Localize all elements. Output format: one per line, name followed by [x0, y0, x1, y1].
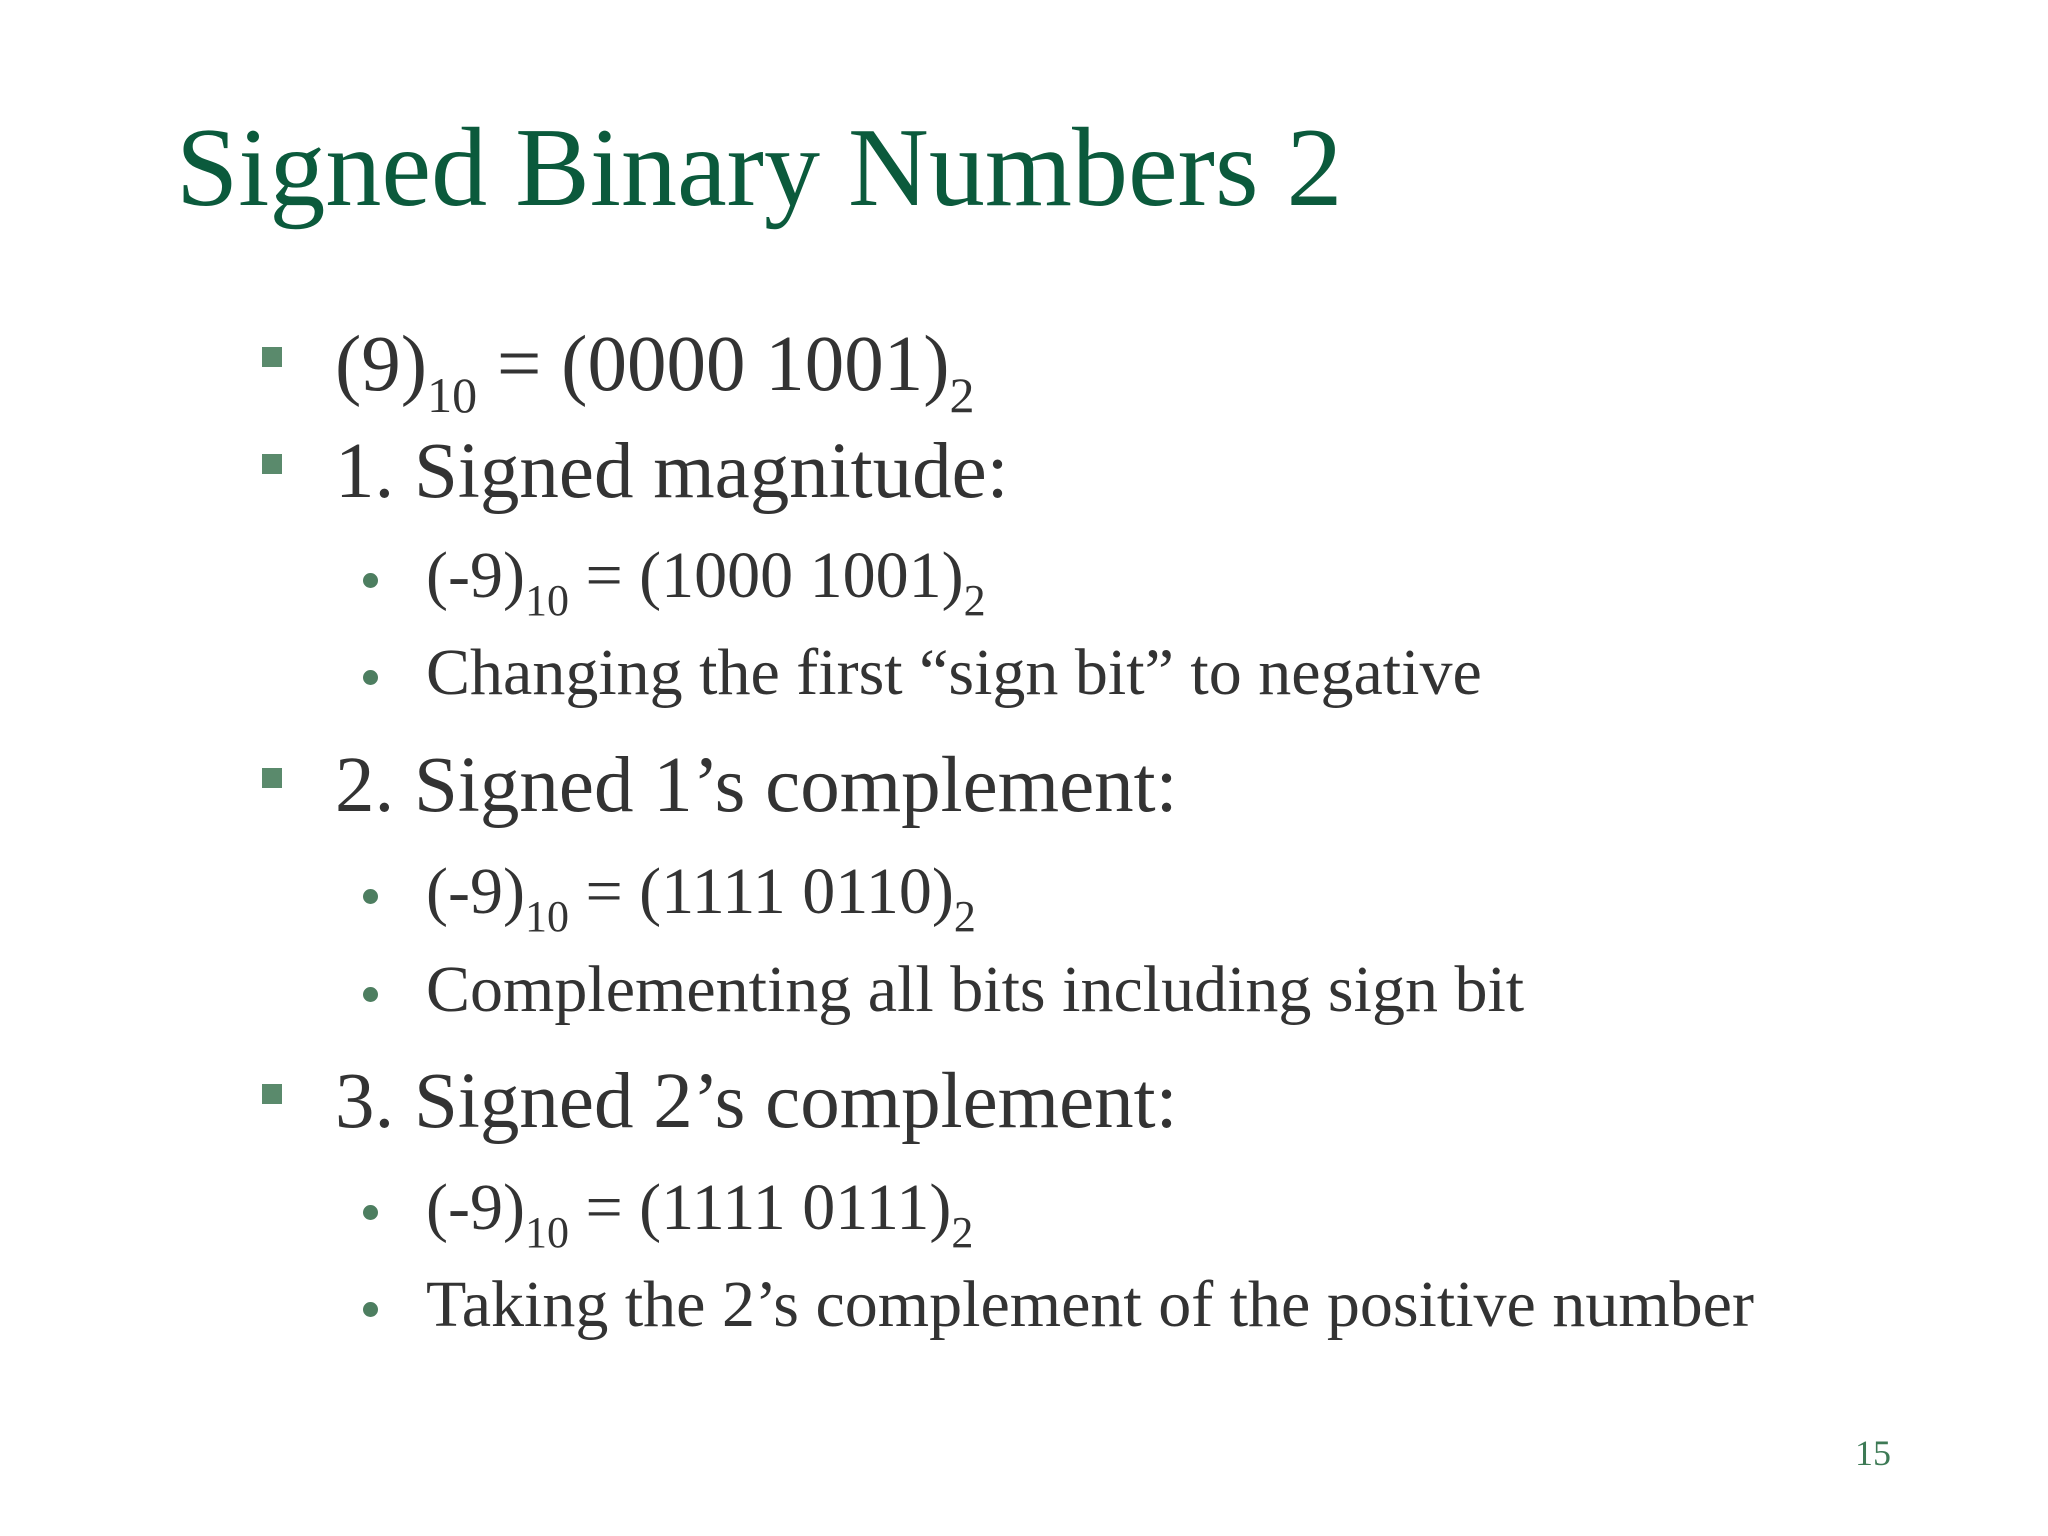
bullet-text: Complementing all bits including sign bit	[426, 953, 1525, 1026]
base-subscript: 2	[949, 367, 975, 423]
bullet-text: 1. Signed magnitude:	[335, 428, 1009, 515]
round-bullet-icon	[363, 573, 378, 588]
bullet-text: Changing the first “sign bit” to negative	[426, 636, 1482, 709]
round-bullet-icon	[363, 670, 378, 685]
round-bullet-icon	[363, 1302, 378, 1317]
round-bullet-icon	[363, 987, 378, 1002]
expression-text: = (1111 0111)	[568, 1171, 952, 1244]
sub-bullet-twos-value	[426, 1171, 974, 1257]
expression-text: (-9)	[426, 539, 525, 612]
expression-text: (9)	[335, 321, 428, 408]
bullet-text: Taking the 2’s complement of the positive number	[426, 1268, 1754, 1341]
base-subscript: 10	[524, 576, 569, 625]
square-bullet-icon	[262, 454, 282, 474]
base-subscript: 10	[427, 367, 478, 423]
bullet-decimal-nine	[335, 321, 975, 423]
sub-bullet-twos-note	[426, 1268, 1754, 1341]
base-subscript: 10	[524, 892, 569, 941]
base-subscript: 2	[963, 576, 986, 625]
square-bullet-icon	[262, 1084, 282, 1104]
sub-bullet-magnitude-note	[426, 636, 1482, 709]
bullet-twos-complement	[335, 1058, 1178, 1145]
slide-title: Signed Binary Numbers 2	[176, 106, 1343, 230]
round-bullet-icon	[363, 889, 378, 904]
base-subscript: 10	[524, 1208, 569, 1257]
sub-bullet-ones-note	[426, 953, 1525, 1026]
bullet-text: 2. Signed 1’s complement:	[335, 742, 1178, 829]
square-bullet-icon	[262, 347, 282, 367]
expression-text: (-9)	[426, 1171, 525, 1244]
expression-text: = (1111 0110)	[568, 855, 954, 928]
round-bullet-icon	[363, 1205, 378, 1220]
square-bullet-icon	[262, 768, 282, 788]
expression-text: = (0000 1001)	[477, 321, 950, 408]
expression-text: (-9)	[426, 855, 525, 928]
bullet-text: 3. Signed 2’s complement:	[335, 1058, 1178, 1145]
bullet-signed-magnitude	[335, 428, 1009, 515]
base-subscript: 2	[953, 892, 976, 941]
expression-text: = (1000 1001)	[568, 539, 964, 612]
bullet-ones-complement	[335, 742, 1178, 829]
base-subscript: 2	[951, 1208, 974, 1257]
page-number: 15	[1855, 1433, 1891, 1473]
sub-bullet-ones-value	[426, 855, 976, 941]
sub-bullet-magnitude-value	[426, 539, 986, 625]
